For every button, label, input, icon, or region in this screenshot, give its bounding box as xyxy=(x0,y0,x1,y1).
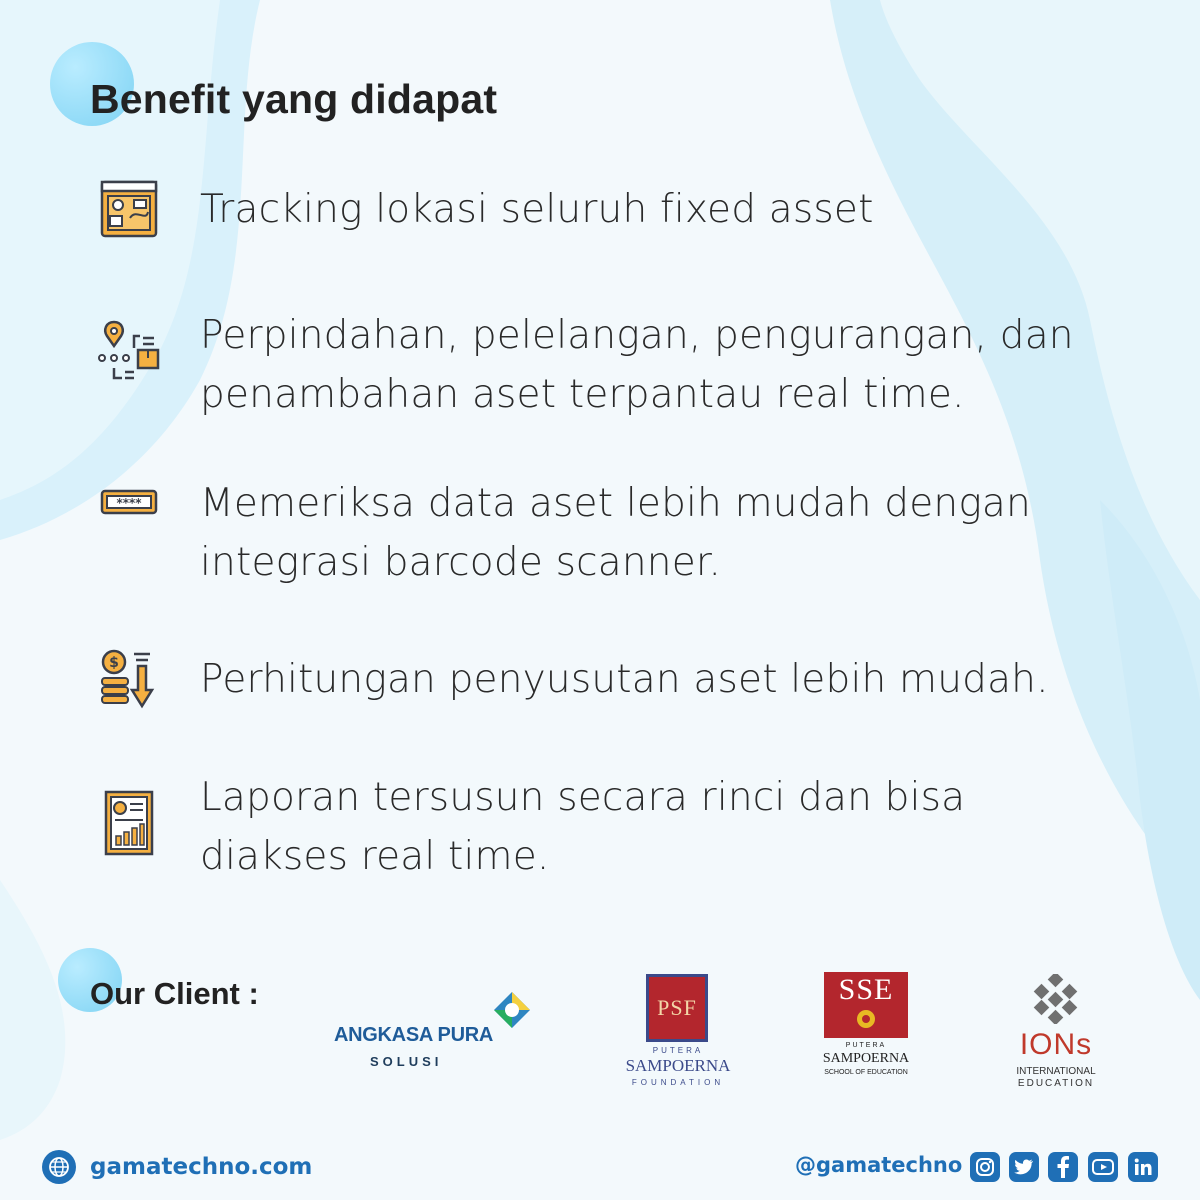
social-handle[interactable]: @gamatechno xyxy=(795,1153,963,1177)
benefit-text-line: Laporan tersusun secara rinci dan bisa xyxy=(200,775,966,820)
benefit-text-line: Tracking lokasi seluruh fixed asset xyxy=(200,187,874,232)
website-url: gamatechno.com xyxy=(90,1154,313,1180)
sse-line2: SAMPOERNA xyxy=(822,1051,910,1066)
linkedin-icon[interactable] xyxy=(1128,1152,1158,1182)
sse-line1: PUTERA xyxy=(845,1042,887,1049)
psf-emblem xyxy=(646,974,708,1042)
page-title: Benefit yang didapat xyxy=(90,76,498,122)
asset-movement-icon xyxy=(96,318,162,384)
putera-sampoerna-foundation-logo xyxy=(616,974,740,1098)
lion-crest-icon xyxy=(851,1008,881,1030)
benefit-text-line: penambahan aset terpantau real time. xyxy=(200,372,965,417)
benefit-item xyxy=(96,775,1116,879)
instagram-icon[interactable] xyxy=(970,1152,1000,1182)
angkasa-pura-mark-icon xyxy=(492,990,532,1030)
ions-line1: INTERNATIONAL xyxy=(1016,1066,1096,1077)
psf-line3: FOUNDATION xyxy=(631,1078,725,1087)
sse-emblem xyxy=(824,972,908,1038)
ions-mark: IONs xyxy=(1019,1028,1093,1061)
benefit-text-line: integrasi barcode scanner. xyxy=(200,540,722,585)
coins-depreciation-icon xyxy=(96,648,162,714)
benefit-text-line: diakses real time. xyxy=(200,834,550,879)
benefit-item xyxy=(96,313,1116,417)
benefit-item xyxy=(96,648,1116,714)
svg-text:****: **** xyxy=(116,496,142,510)
ions-line2: EDUCATION xyxy=(1017,1078,1095,1089)
website-link[interactable] xyxy=(42,1150,312,1184)
sse-line3: SCHOOL OF EDUCATION xyxy=(824,1069,908,1076)
youtube-icon[interactable] xyxy=(1088,1152,1118,1182)
svg-text:$: $ xyxy=(109,655,119,671)
benefit-text-line: Memeriksa data aset lebih mudah dengan xyxy=(200,481,1031,526)
angkasa-pura-subtitle: SOLUSI xyxy=(370,1054,443,1069)
map-location-icon xyxy=(96,178,162,244)
benefit-text-line: Perhitungan penyusutan aset lebih mudah. xyxy=(200,657,1049,702)
benefit-text-line: Perpindahan, pelelangan, pengurangan, dan xyxy=(200,313,1074,358)
benefit-item xyxy=(96,178,1116,244)
ions-international-education-logo xyxy=(1006,974,1106,1094)
psf-mark: PSF xyxy=(657,995,697,1020)
client-section-title: Our Client : xyxy=(90,976,259,1011)
globe-icon xyxy=(42,1150,76,1184)
report-document-icon xyxy=(96,790,162,856)
barcode-password-icon xyxy=(96,472,162,538)
sse-mark: SSE xyxy=(838,973,894,1006)
sampoerna-school-of-education-logo xyxy=(816,972,920,1096)
angkasa-pura-solusi-logo xyxy=(334,990,534,1080)
benefit-item xyxy=(96,472,1116,585)
facebook-icon[interactable] xyxy=(1048,1152,1078,1182)
psf-line2: SAMPOERNA xyxy=(625,1056,731,1075)
psf-line1: PUTERA xyxy=(652,1046,704,1055)
twitter-icon[interactable] xyxy=(1009,1152,1039,1182)
ions-pattern-icon xyxy=(1030,974,1082,1024)
angkasa-pura-name: ANGKASA PURA xyxy=(334,1024,493,1046)
